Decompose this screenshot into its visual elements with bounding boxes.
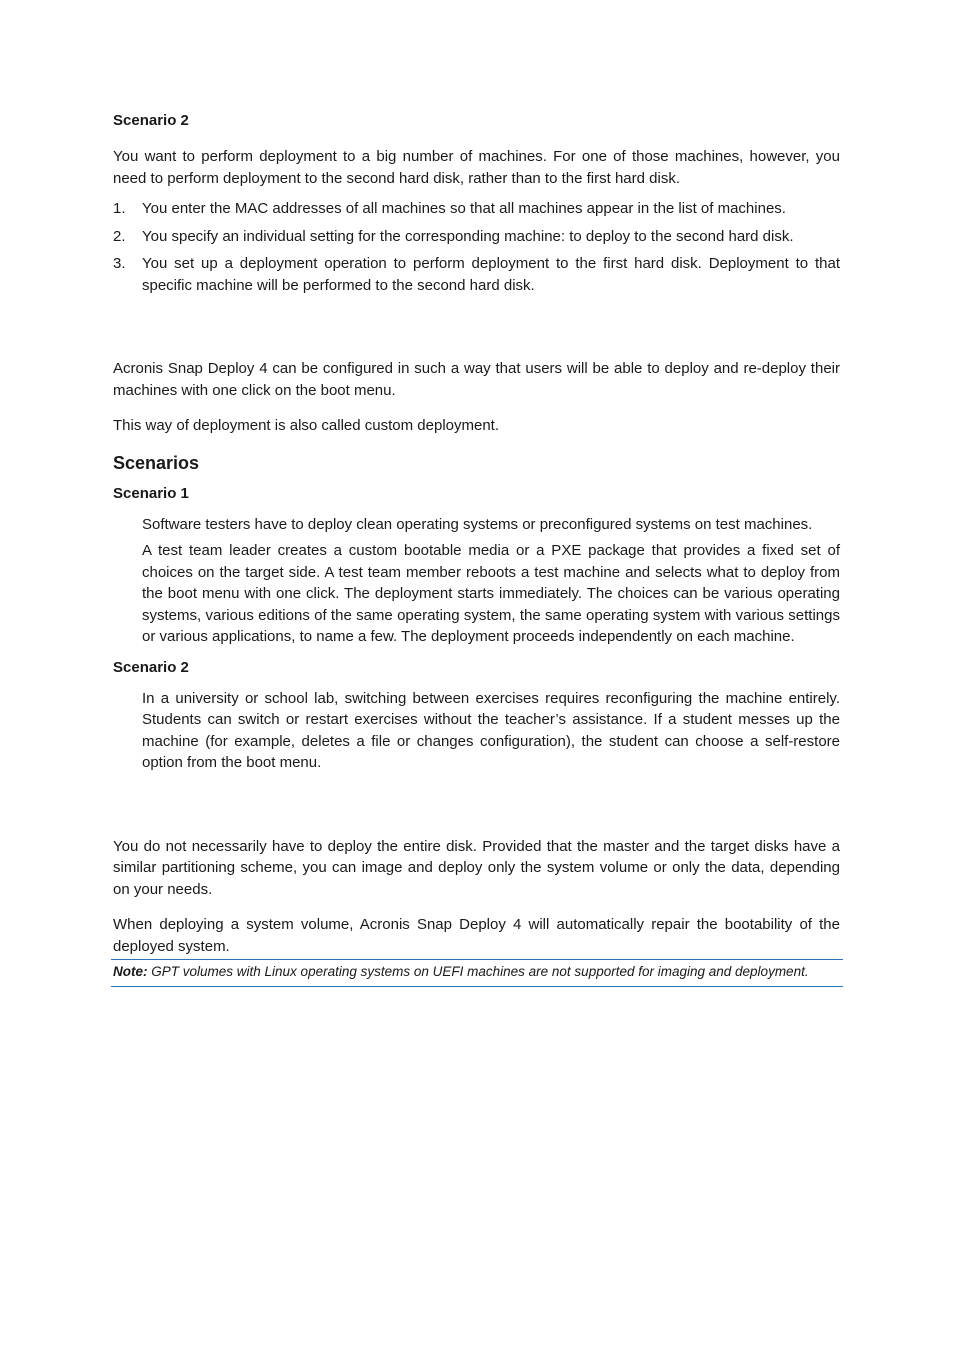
list-item <box>113 226 840 248</box>
list-item-number: 2. <box>113 227 126 245</box>
note-box <box>111 959 843 987</box>
scenario-1-heading: Scenario 1 <box>113 484 189 502</box>
list-item <box>113 198 840 220</box>
scenario-1-para-1: Software testers have to deploy clean operating systems or preconfigured systems on test machines. <box>142 515 813 533</box>
scenario-2b-body <box>113 688 840 774</box>
scenario-1-body <box>113 514 840 648</box>
scenarios-heading: Scenarios <box>113 452 200 473</box>
scenario-2-heading: Scenario 2 <box>113 112 189 129</box>
list-item-text: You set up a deployment operation to perform deployment to the first hard disk. Deployment to that specific machine will be performed to the second hard disk. <box>142 255 840 294</box>
page-content <box>113 110 840 987</box>
scenario-2b-heading: Scenario 2 <box>113 658 189 676</box>
list-item-text: You enter the MAC addresses of all machines so that all machines appear in the list of machines. <box>142 200 786 217</box>
volume-deploy-para-1: You do not necessarily have to deploy the entire disk. Provided that the master and the target disks have a similar partitioning scheme, you can image and deploy only the system volume or only the data, depending on your needs. <box>113 837 840 898</box>
deployment-steps-list <box>113 198 840 296</box>
scenario-1-para-2: A test team leader creates a custom bootable media or a PXE package that provides a fixed set of choices on the target side. A test team member reboots a test machine and selects what to deploy from the boot menu with one click. The deployment starts immediately. The choices can be various operating systems, various editions of the same operating system, the same operating system with various settings or various applications, to name a few. The deployment proceeds independently on each machine. <box>142 542 840 645</box>
note-label: Note: <box>113 964 148 979</box>
list-item-text: You specify an individual setting for the corresponding machine: to deploy to the second hard disk. <box>142 227 794 245</box>
list-item <box>113 253 840 296</box>
list-item-number: 1. <box>113 200 126 217</box>
scenario-2b-para-1: In a university or school lab, switching between exercises requires reconfiguring the machine entirely. Students can switch or restart exercises without the teacher’s assistance. If a student messes up the machine (for example, deletes a file or changes configuration), the student can choose a self-restore option from the boot menu. <box>142 689 840 771</box>
section1-intro: You want to perform deployment to a big number of machines. For one of those machines, however, you need to perform deployment to the second hard disk, rather than to the first hard disk. <box>113 148 840 187</box>
volume-deploy-para-2: When deploying a system volume, Acronis Snap Deploy 4 will automatically repair the bootability of the deployed system. <box>113 916 840 955</box>
list-item-number: 3. <box>113 255 126 272</box>
custom-deployment-intro: Acronis Snap Deploy 4 can be configured in such a way that users will be able to deploy and re-deploy their machines with one click on the boot menu. <box>113 360 840 399</box>
note-text: GPT volumes with Linux operating systems on UEFI machines are not supported for imaging and deployment. <box>147 964 809 979</box>
custom-deployment-note: This way of deployment is also called custom deployment. <box>113 417 500 434</box>
